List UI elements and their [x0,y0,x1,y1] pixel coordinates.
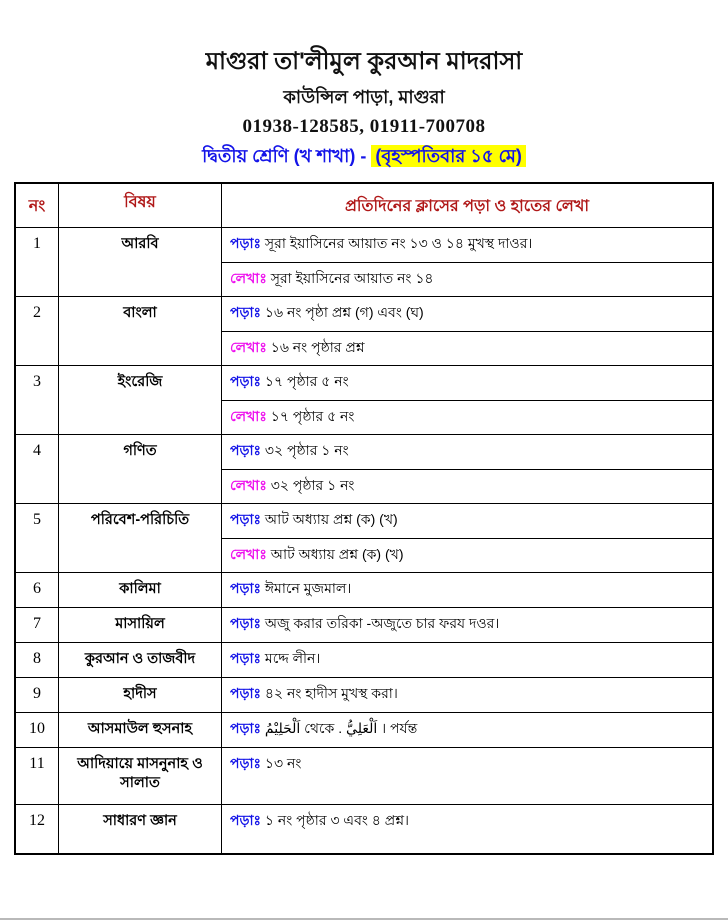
subject-name: হাদীস [59,678,222,712]
lesson-content-cell [222,643,712,677]
class-label: দ্বিতীয় শ্রেণি (খ শাখা) - [202,146,367,166]
table-row [16,365,712,434]
row-number: 3 [16,366,59,434]
row-number: 11 [16,748,59,804]
task-text: ১ নং পৃষ্ঠার ৩ এবং ৪ প্রশ্ন। [261,812,410,828]
writing-task-line [222,262,712,297]
lesson-content-cell [222,713,712,747]
table-row [16,642,712,677]
task-text: ঈমানে মুজমাল। [261,580,352,596]
reading-task-line [222,435,712,469]
reading-label: পড়াঃ [230,615,262,631]
writing-label: লেখাঃ [230,545,267,562]
subject-name: গণিত [59,435,222,503]
task-text: অজু করার তরিকা -অজুতে চার ফরয দওর। [261,615,500,631]
table-row [16,434,712,503]
lesson-content-cell [222,748,712,804]
subject-name: সাধারণ জ্ঞান [59,805,222,853]
subject-name: কালিমা [59,573,222,607]
row-number: 12 [16,805,59,853]
lesson-content-cell [222,504,712,572]
lesson-content-cell [222,435,712,503]
writing-label: লেখাঃ [230,407,267,424]
task-text: ৪২ নং হাদীস মুখস্থ করা। [261,685,398,701]
task-text: আট অধ্যায় প্রশ্ন (ক) (খ) [261,511,398,527]
row-number: 9 [16,678,59,712]
writing-task-line [222,469,712,504]
subject-name: মাসায়িল [59,608,222,642]
table-row [16,747,712,804]
reading-task-line [222,228,712,262]
reading-label: পড়াঃ [230,720,262,736]
subject-name: পরিবেশ-পরিচিতি [59,504,222,572]
madrasa-name: মাগুরা তা'লীমুল কুরআন মাদরাসা [205,48,523,75]
row-number: 7 [16,608,59,642]
reading-task-line [222,608,712,642]
reading-label: পড়াঃ [230,373,262,389]
writing-label: লেখাঃ [230,338,267,355]
reading-label: পড়াঃ [230,442,262,458]
writing-task-line [222,331,712,366]
subject-name: ইংরেজি [59,366,222,434]
task-text: ১৭ পৃষ্ঠার ৫ নং [261,373,349,389]
lesson-content-cell [222,608,712,642]
reading-task-line [222,713,712,747]
task-text: ১৭ পৃষ্ঠার ৫ নং [266,407,355,424]
reading-task-line [222,643,712,677]
lesson-content-cell [222,573,712,607]
reading-task-line [222,748,712,804]
col-header-no: নং [16,184,59,227]
row-number: 4 [16,435,59,503]
reading-label: পড়াঃ [230,235,262,251]
lesson-content-cell [222,297,712,365]
lesson-content-cell [222,366,712,434]
table-row [16,503,712,572]
subject-name: কুরআন ও তাজবীদ [59,643,222,677]
lesson-content-cell [222,805,712,853]
reading-label: পড়াঃ [230,650,262,666]
task-text: সূরা ইয়াসিনের আয়াত নং ১৩ ও ১৪ মুখস্থ দাওর। [261,235,533,251]
lesson-content-cell [222,228,712,296]
reading-task-line [222,504,712,538]
subject-name: আসমাউল হুসনাহ [59,713,222,747]
task-text: সূরা ইয়াসিনের আয়াত নং ১৪ [266,269,434,286]
reading-label: পড়াঃ [230,812,262,828]
row-number: 6 [16,573,59,607]
reading-label: পড়াঃ [230,685,262,701]
lesson-table [14,182,714,855]
subject-name: আদিয়ায়ে মাসনুনাহ ও সালাত [59,748,222,804]
writing-task-line [222,538,712,573]
reading-task-line [222,297,712,331]
table-row [16,712,712,747]
table-header-row [16,184,712,227]
table-row [16,572,712,607]
reading-label: পড়াঃ [230,755,262,771]
date-highlight: (বৃহস্পতিবার ১৫ মে) [371,145,526,167]
task-text: اَلْحَلِيْمُ থেকে . اَلْعَلِيُّ । পর্যন্ত [261,720,418,736]
reading-task-line [222,678,712,712]
table-row [16,607,712,642]
row-number: 8 [16,643,59,677]
col-header-subject: বিষয় [59,184,222,227]
reading-label: পড়াঃ [230,304,262,320]
task-text: ১৬ নং পৃষ্ঠা প্রশ্ন (গ) এবং (ঘ) [261,304,424,320]
table-row [16,296,712,365]
reading-task-line [222,366,712,400]
phone-numbers: 01938-128585, 01911-700708 [242,116,486,137]
madrasa-address: কাউন্সিল পাড়া, মাগুরা [283,87,445,107]
table-body [16,227,712,853]
reading-task-line [222,805,712,853]
subject-name: বাংলা [59,297,222,365]
writing-label: লেখাঃ [230,476,267,493]
col-header-lessons: প্রতিদিনের ক্লাসের পড়া ও হাতের লেখা [344,198,590,215]
task-text: মদ্দে লীন। [261,650,321,666]
document-header [0,0,728,169]
table-row [16,677,712,712]
writing-label: লেখাঃ [230,269,267,286]
task-text: ৩২ পৃষ্ঠার ১ নং [261,442,349,458]
task-text: ১৩ নং [261,755,302,771]
reading-task-line [222,573,712,607]
task-text: ১৬ নং পৃষ্ঠার প্রশ্ন [266,338,365,355]
class-and-date-line [0,143,728,169]
reading-label: পড়াঃ [230,511,262,527]
row-number: 5 [16,504,59,572]
task-text: আট অধ্যায় প্রশ্ন (ক) (খ) [266,545,404,562]
lesson-content-cell [222,678,712,712]
row-number: 1 [16,228,59,296]
task-text: ৩২ পৃষ্ঠার ১ নং [266,476,355,493]
writing-task-line [222,400,712,435]
row-number: 2 [16,297,59,365]
page-edge-rule [0,918,728,920]
reading-label: পড়াঃ [230,580,262,596]
row-number: 10 [16,713,59,747]
table-row [16,804,712,853]
table-row [16,227,712,296]
subject-name: আরবি [59,228,222,296]
